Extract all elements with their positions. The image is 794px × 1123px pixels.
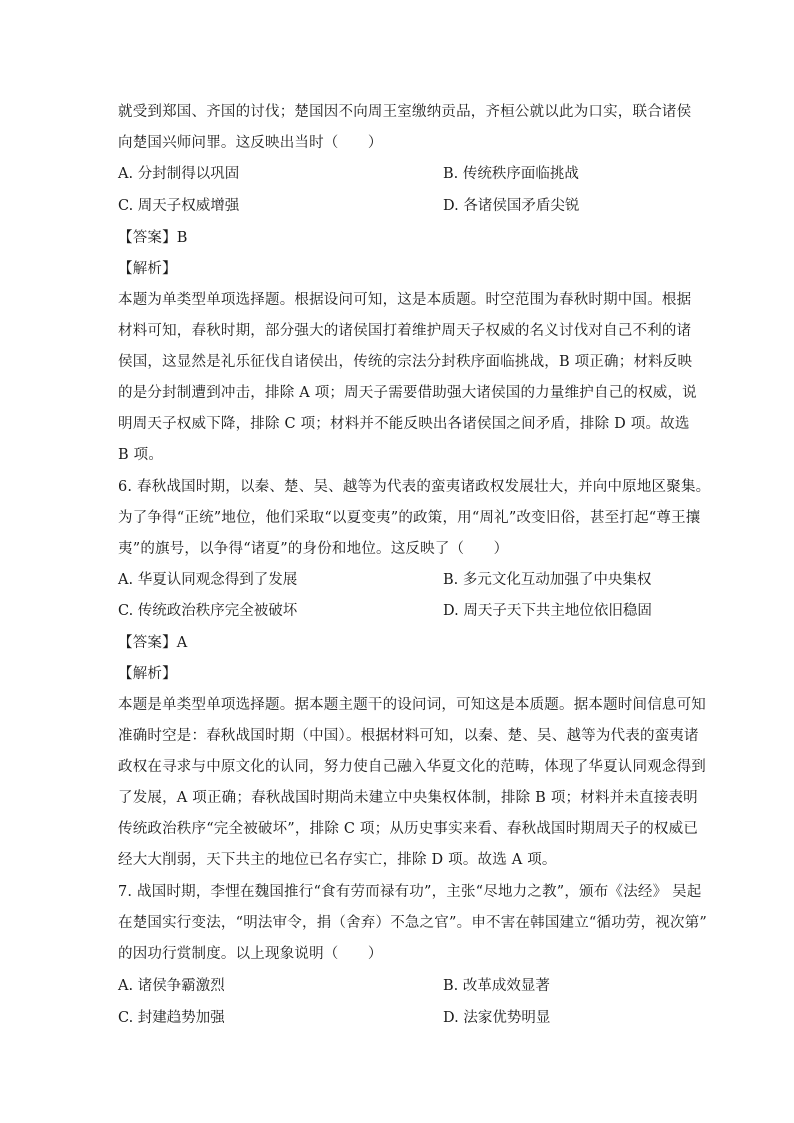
q6-analysis-line-4: 了发展，A 项正确；春秋战国时期尚未建立中央集权体制，排除 B 项；材料并未直接表明 xyxy=(118,790,698,806)
q5-analysis-label: 【解析】 xyxy=(118,261,177,277)
q5-option-d: D. 各诸侯国矛盾尖锐 xyxy=(443,198,580,214)
q7-stem-line-2: 在楚国实行变法，“明法审令，捐（舍弃）不急之官”。申不害在韩国建立“循功劳，视次第” xyxy=(118,915,708,931)
q6-option-d: D. 周天子天下共主地位依旧稳固 xyxy=(443,603,652,619)
q7-stem-line-1: 7. 战国时期，李悝在魏国推行“食有劳而禄有功”，主张“尽地力之教”，颁布《法经》 吴起 xyxy=(118,884,702,900)
q6-stem-line-1: 6. 春秋战国时期，以秦、楚、吴、越等为代表的蛮夷诸政权发展壮大，并向中原地区聚集。 xyxy=(118,479,711,495)
q7-stem-line-3: 的因功行赏制度。以上现象说明（ ） xyxy=(118,946,383,962)
q6-answer: 【答案】A xyxy=(118,635,188,651)
q5-analysis-line-3: 侯国，这显然是礼乐征伐自诸侯出，传统的宗法分封秩序面临挑战，B 项正确；材料反映 xyxy=(118,354,693,370)
q6-analysis-line-1: 本题是单类型单项选择题。据本题主题干的设问词，可知这是本质题。据本题时间信息可知 xyxy=(118,697,706,713)
q6-analysis-line-2: 准确时空是：春秋战国时期（中国）。根据材料可知，以秦、楚、吴、越等为代表的蛮夷诸 xyxy=(118,728,699,744)
q6-analysis-label: 【解析】 xyxy=(118,666,177,682)
q6-analysis-line-3: 政权在寻求与中原文化的认同，努力使自己融入华夏文化的范畴，体现了华夏认同观念得到 xyxy=(118,759,706,775)
q7-option-c: C. 封建趋势加强 xyxy=(118,1010,225,1026)
q6-stem-line-3: 夷”的旗号，以争得“诸夏”的身份和地位。这反映了（ ） xyxy=(118,541,509,557)
q5-option-c: C. 周天子权威增强 xyxy=(118,198,240,214)
q6-analysis-line-6: 经大大削弱，天下共主的地位已名存实亡，排除 D 项。故选 A 项。 xyxy=(118,852,557,868)
q5-analysis-line-1: 本题为单类型单项选择题。根据设问可知，这是本质题。时空范围为春秋时期中国。根据 xyxy=(118,292,692,308)
q7-option-d: D. 法家优势明显 xyxy=(443,1010,551,1026)
q5-analysis-line-2: 材料可知，春秋时期，部分强大的诸侯国打着维护周天子权威的名义讨伐对自己不利的诸 xyxy=(118,323,692,339)
q5-stem-line-2: 向楚国兴师问罪。这反映出当时（ ） xyxy=(118,135,383,151)
q5-analysis-line-6: B 项。 xyxy=(118,447,164,463)
q5-answer: 【答案】B xyxy=(118,230,188,246)
q5-analysis-line-5: 明周天子权威下降，排除 C 项；材料并不能反映出各诸侯国之间矛盾，排除 D 项。故选 xyxy=(118,416,690,432)
q5-option-a: A. 分封制得以巩固 xyxy=(118,166,240,182)
q7-option-b: B. 改革成效显著 xyxy=(443,978,550,994)
q6-option-b: B. 多元文化互动加强了中央集权 xyxy=(443,572,652,588)
q6-analysis-line-5: 传统政治秩序“完全被破坏”，排除 C 项；从历史事实来看、春秋战国时期周天子的权威已 xyxy=(118,821,699,837)
q5-option-b: B. 传统秩序面临挑战 xyxy=(443,166,579,182)
q5-stem-line-1: 就受到郑国、齐国的讨伐；楚国因不向周王室缴纳贡品，齐桓公就以此为口实，联合诸侯 xyxy=(118,104,692,120)
q6-option-c: C. 传统政治秩序完全被破坏 xyxy=(118,603,298,619)
q6-stem-line-2: 为了争得“正统”地位，他们采取“以夏变夷”的政策，用“周礼”改变旧俗，甚至打起“尊王攘 xyxy=(118,510,701,526)
q6-option-a: A. 华夏认同观念得到了发展 xyxy=(118,572,298,588)
q5-analysis-line-4: 的是分封制遭到冲击，排除 A 项；周天子需要借助强大诸侯国的力量维护自己的权威，说 xyxy=(118,385,697,401)
q7-option-a: A. 诸侯争霸激烈 xyxy=(118,978,225,994)
